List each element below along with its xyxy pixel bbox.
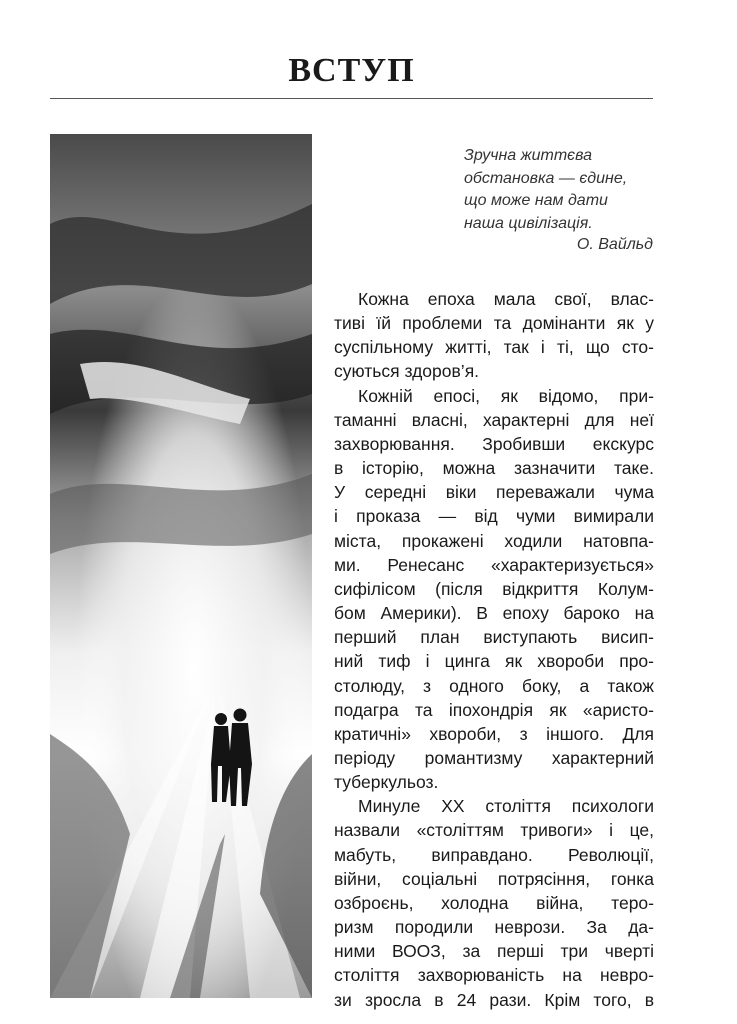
text-line: Минуле ХХ століття психологи xyxy=(358,796,654,817)
text-line: таманні власні, характерні для неї xyxy=(334,409,654,430)
text-line: туберкульоз. xyxy=(334,772,439,793)
text-line: подагра та іпохондрія як «аристо- xyxy=(334,699,654,720)
body-text xyxy=(334,287,654,1012)
epigraph-line: Зручна життєва xyxy=(464,147,593,164)
text-line: сифілісом (після відкриття Колум- xyxy=(334,578,654,599)
title-divider xyxy=(50,98,653,99)
text-line: ризм породили неврози. За да- xyxy=(334,917,654,938)
text-line: періоду романтизму характерний xyxy=(334,747,654,768)
text-line: столюду, з одного боку, а також xyxy=(334,675,654,696)
text-line: ний тиф і цинга як хвороби про- xyxy=(334,651,654,672)
text-line: суються здоров’я. xyxy=(334,361,480,382)
page-title: ВСТУП xyxy=(288,52,415,89)
text-line: міста, прокажені ходили натовпа- xyxy=(334,530,654,551)
text-line: і проказа — від чуми вимирали xyxy=(334,506,654,527)
epigraph-line: що може нам дати xyxy=(464,192,608,209)
text-line: в історію, можна зазначити таке. xyxy=(334,458,654,479)
chapter-illustration xyxy=(50,134,312,998)
text-line: бом Америки). В епоху бароко на xyxy=(334,603,654,624)
text-line: Кожній епосі, як відомо, при- xyxy=(358,385,654,406)
text-line: Кожна епоха мала свої, влас- xyxy=(358,289,654,309)
epigraph-line: наша цивілізація. xyxy=(464,214,593,232)
text-line: назвали «століттям тривоги» і це, xyxy=(334,820,654,841)
text-line: озброєнь, холодна війна, теро- xyxy=(334,892,654,913)
text-line: кратичні» хвороби, з іншого. Для xyxy=(334,723,654,744)
illustration-artwork xyxy=(50,134,312,998)
text-line: століття захворюваність на невро- xyxy=(334,965,654,986)
epigraph-line: обстановка — єдине, xyxy=(464,169,628,187)
text-line: перший план виступають висип- xyxy=(334,627,654,648)
text-line: війни, соціальні потрясіння, гонка xyxy=(334,868,654,889)
text-line: мабуть, виправдано. Революції, xyxy=(334,844,654,865)
epigraph-author: О. Вайльд xyxy=(576,236,653,253)
text-line: ми. Ренесанс «характеризується» xyxy=(334,554,654,575)
text-line: ними ВООЗ, за перші три чверті xyxy=(334,941,654,962)
text-line: тиві їй проблеми та домінанти як у xyxy=(334,313,654,334)
text-line: захворювання. Зробивши екскурс xyxy=(334,433,654,454)
epigraph xyxy=(464,145,656,235)
text-line: суспільному житті, так і ті, що сто- xyxy=(334,337,654,358)
text-line: У середні віки переважали чума xyxy=(334,482,654,503)
text-line: зи зросла в 24 рази. Крім того, в xyxy=(334,989,654,1010)
